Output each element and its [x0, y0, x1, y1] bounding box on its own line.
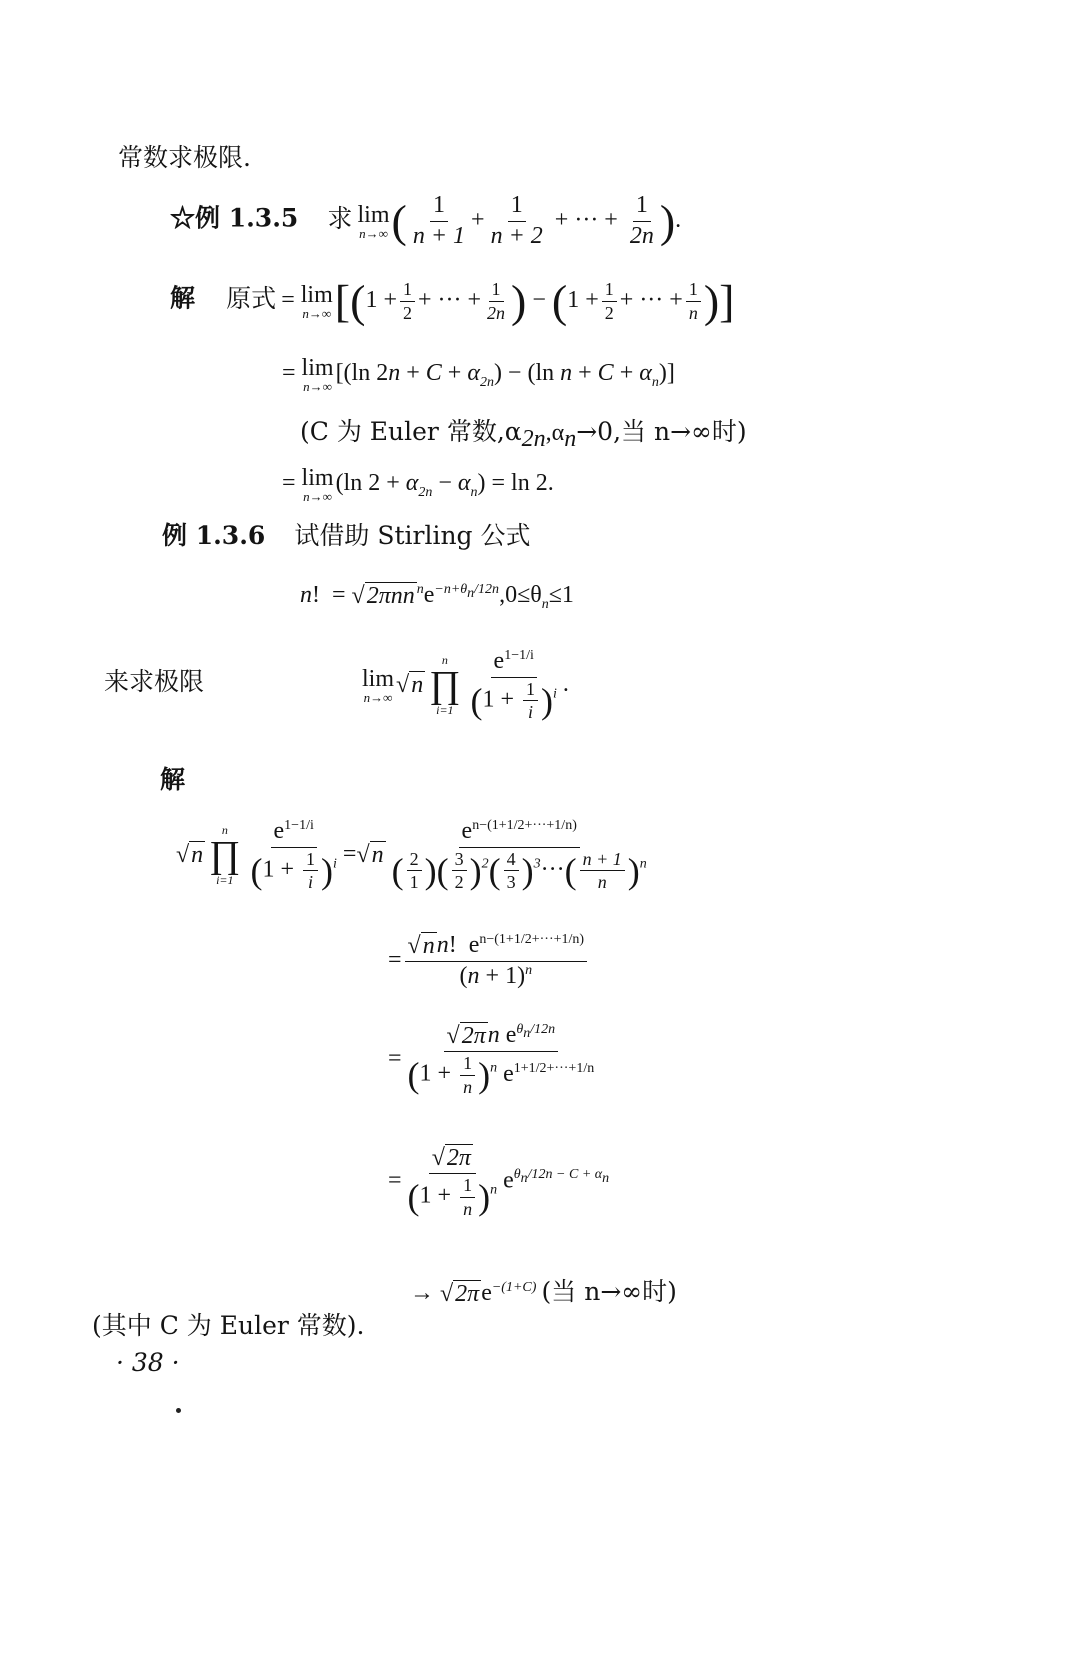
limit-result: → $√2\pi e^{-(1+C)}$ (当 n→∞时) [410, 1277, 677, 1307]
ask-word: 求 [327, 203, 353, 233]
limit-expression: lim n→∞ ( $\frac{1}{n + 1}$ + $\frac{1}{n + 2}$ + ··· + $\frac{1}{2n}$ ). [357, 192, 682, 249]
example-text: 试借助 Stirling 公式 [294, 521, 531, 550]
intro-text: 常数求极限. [118, 143, 251, 172]
solution-step-2: = $\frac{√nn! e^{n-(1+1/2+\cdot\cdot\cdot+1/n)}}{(n + 1)^n}$ [388, 932, 590, 991]
example-1-3-5 [170, 192, 681, 250]
euler-constant-note: (C 为 Euler 常数$,\alpha_{2n},\alpha_n\to 0$,当 n→∞时) [300, 417, 747, 452]
closing-remark: (其中 C 为 Euler 常数). [92, 1311, 365, 1340]
solution-label: 解 [160, 765, 186, 794]
limit-lead-text: 来求极限 [104, 667, 205, 696]
solution-expression-3: = lim n→∞ (ln $2 + \alpha_{2n} - \alpha_n) = \ln 2$. [282, 465, 554, 504]
solution-expression-2: = lim n→∞ [(ln $2n + C + \alpha_{2n}) - (\ln$ $n + C + \alpha_n$)] [282, 355, 675, 394]
target-limit: lim n→∞ √n n ∏ i=1 $e^{1-1/i}$ (1 + $\frac{1}{i}$ )$^i$ . [362, 648, 569, 723]
example-1-3-6 [162, 516, 531, 552]
example-label: ☆例 1.3.5 [170, 203, 299, 233]
original-expression-label: 原式 [226, 283, 277, 313]
solution-step-3: = √2πn $e^{\theta_n/12n}$ (1 + $\frac{1}{n}$ )$^n$ $e^{1+1/2+\cdot\cdot\cdot+1/n}$ [388, 1022, 595, 1097]
solution-step-1: √n n ∏ i=1 $e^{1-1/i}$ (1 + $\frac{1}{i}$ )$^i$ =√n $e^{n-(1+1/2+\cdot\cdot\cdot+1/n)}$ ( $\frac{2}{1}$ )( $\frac{3}{2}$ )$^2$( $\frac{4}{3}$ )$^3$···( $\frac{n + 1}{n}$ )$^n$ [176, 818, 647, 893]
solution-label: 解 [170, 283, 196, 313]
limit-condition: (当 n→∞时) [541, 1277, 677, 1306]
solution-line-1 [170, 275, 735, 326]
scan-speck [176, 1408, 181, 1413]
example-label: 例 1.3.6 [162, 521, 266, 550]
page-number: · 38 · [116, 1348, 180, 1377]
solution-step-4: = √2π (1 + $\frac{1}{n}$ )$^n$ $e^{\theta_n/12n - C + \alpha_n}$ [388, 1144, 610, 1219]
solution-expression-1: = lim n→∞ [(1 + $\frac{1}{2}$ + ··· + $\frac{1}{2n}$ ) − (1 + $\frac{1}{2}$ + ··· + $\frac{1}{n}$ )] [281, 275, 735, 326]
stirling-formula: n! = √2πnn $^ne^{-n+\theta_n/12n},0\le\theta_n\le 1$ [300, 582, 574, 612]
